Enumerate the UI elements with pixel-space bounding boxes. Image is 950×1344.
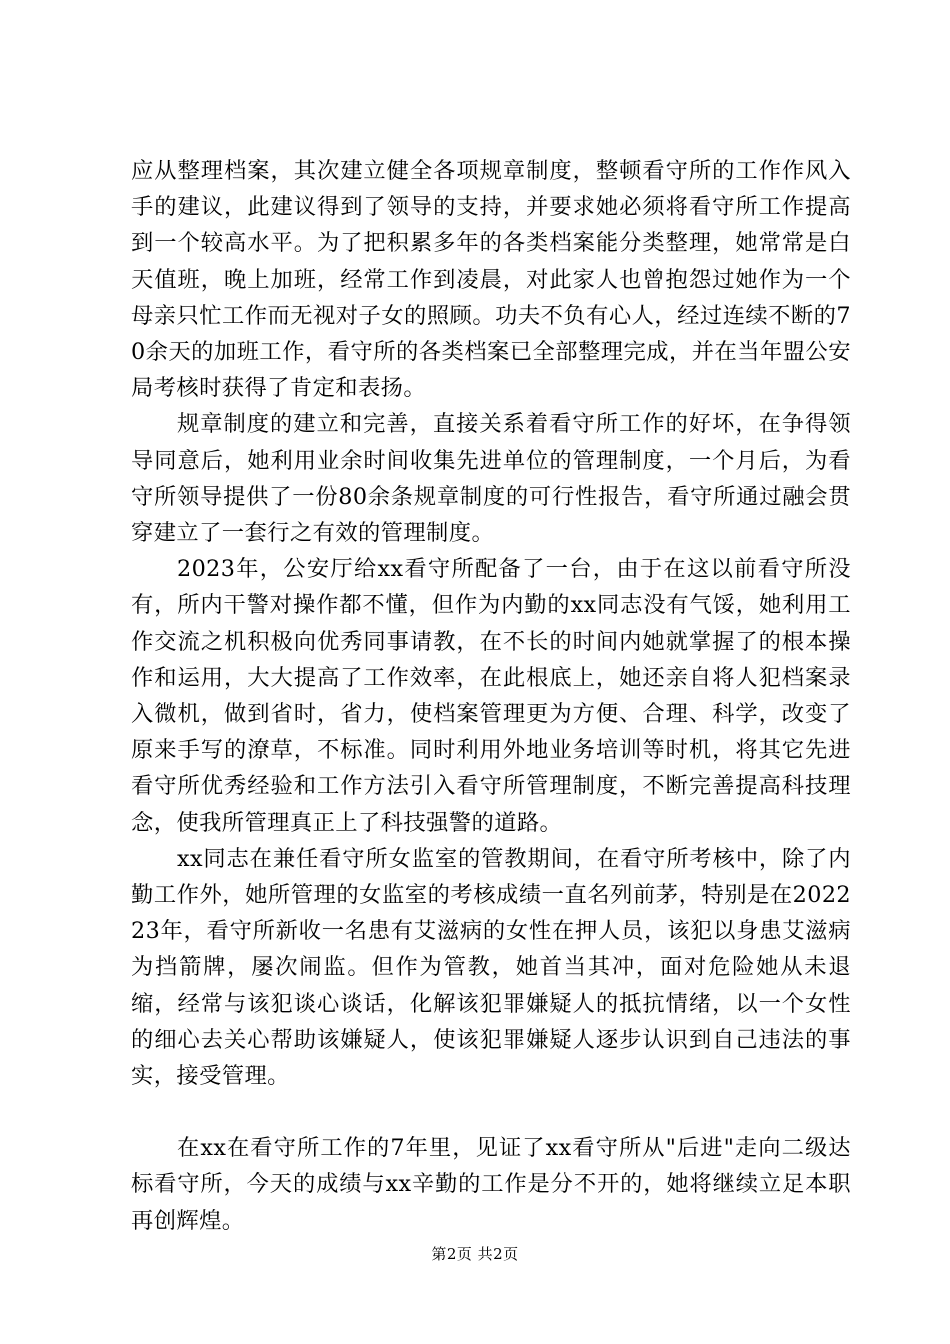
body-text [131,153,851,1239]
paragraph-conclusion: 在xx在看守所工作的7年里，见证了xx看守所从"后进"走向二级达标看守所，今天的成绩与xx辛勤的工作是分不开的，她将继续立足本职再创辉煌。 [131,1135,851,1234]
paragraph-gap [131,1094,851,1130]
paragraph-computerization: 2023年，公安厅给xx看守所配备了一台，由于在这以前看守所没有，所内干警对操作都不懂，但作为内勤的xx同志没有气馁，她利用工作交流之机积极向优秀同事请教，在不长的时间内她就掌握了的根本操作和运用，大大提高了工作效率，在此根底上，她还亲自将人犯档案录入微机，做到省时，省力，使档案管理更为方便、合理、科学，改变了原来手写的潦草，不标准。同时利用外地业务培训等时机，将其它先进看守所优秀经验和工作方法引入看守所管理制度，不断完善提高科技理念，使我所管理真正上了科技强警的道路。 [131,556,851,836]
page-footer: 第2页 共2页 [431,1245,519,1263]
paragraph-regulations: 规章制度的建立和完善，直接关系着看守所工作的好坏，在争得领导同意后，她利用业余时间收集先进单位的管理制度，一个月后，为看守所领导提供了一份80余条规章制度的可行性报告，看守所通过融会贯穿建立了一套行之有效的管理制度。 [131,411,851,547]
paragraph-female-ward: xx同志在兼任看守所女监室的管教期间，在看守所考核中，除了内勤工作外，她所管理的女监室的考核成绩一直名列前茅，特别是在202223年，看守所新收一名患有艾滋病的女性在押人员，该犯以身患艾滋病为挡箭牌，屡次闹监。但作为管教，她首当其冲，面对危险她从未退缩，经常与该犯谈心谈话，化解该犯罪嫌疑人的抵抗情绪，以一个女性的细心去关心帮助该嫌疑人，使该犯罪嫌疑人逐步认识到自己违法的事实，接受管理。 [131,845,851,1090]
paragraph-archives: 应从整理档案，其次建立健全各项规章制度，整顿看守所的工作作风入手的建议，此建议得到了领导的支持，并要求她必须将看守所工作提高到一个较高水平。为了把积累多年的各类档案能分类整理，她常常是白天值班，晚上加班，经常工作到凌晨，对此家人也曾抱怨过她作为一个母亲只忙工作而无视对子女的照顾。功夫不负有心人，经过连续不断的70余天的加班工作，看守所的各类档案已全部整理完成，并在当年盟公安局考核时获得了肯定和表扬。 [131,158,851,402]
